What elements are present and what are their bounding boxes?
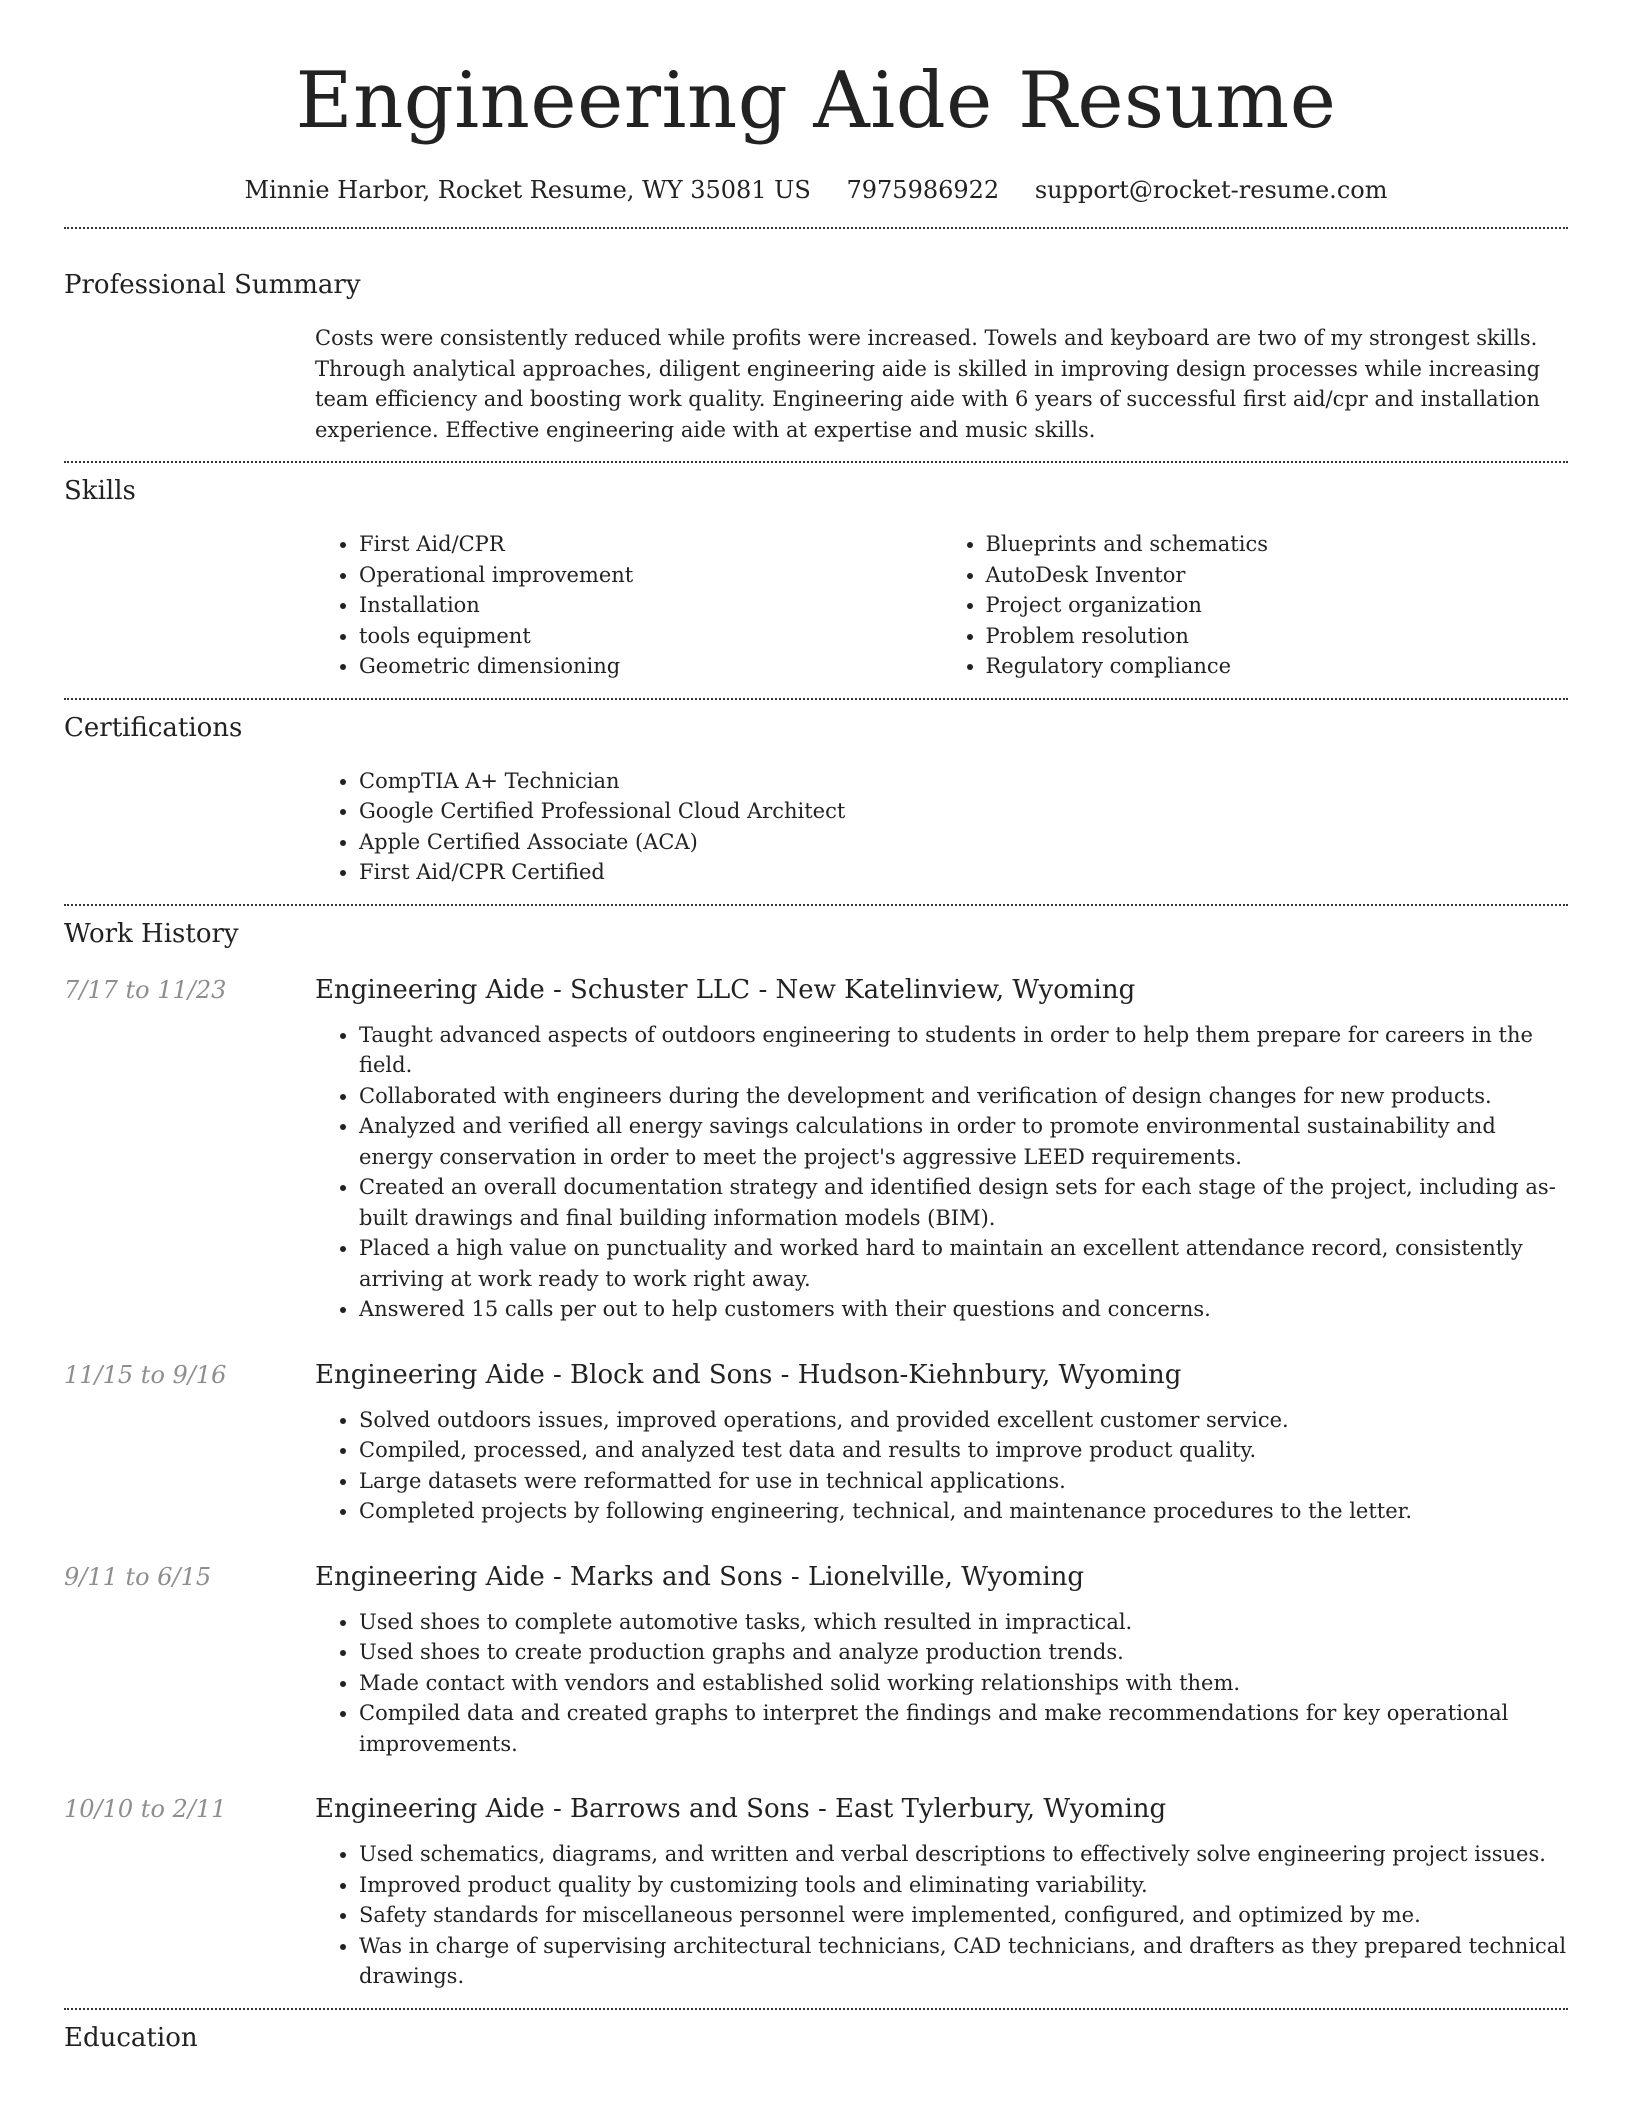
list-item: • Was in charge of supervising architectural technicians, CAD technicians, and drafters as they prepared technical drawings. xyxy=(359,1931,1568,1992)
list-item: • First Aid/CPR xyxy=(359,529,942,560)
list-item: • AutoDesk Inventor xyxy=(986,560,1569,591)
contact-address: Minnie Harbor, Rocket Resume, WY 35081 US xyxy=(244,176,811,204)
list-item: • Project organization xyxy=(986,590,1569,621)
list-item: • Placed a high value on punctuality and worked hard to maintain an excellent attendance record, consistently arriving at work ready to work right away. xyxy=(359,1233,1568,1294)
list-item: • Geometric dimensioning xyxy=(359,651,942,682)
list-item: • Blueprints and schematics xyxy=(986,529,1569,560)
list-item: • Compiled, processed, and analyzed test data and results to improve product quality. xyxy=(359,1435,1568,1466)
skills-column-left xyxy=(315,529,942,682)
list-item: • tools equipment xyxy=(359,621,942,652)
divider xyxy=(64,904,1568,906)
certifications-items xyxy=(315,766,1568,888)
skills-column-right xyxy=(942,529,1569,682)
list-item: • Google Certified Professional Cloud Architect xyxy=(359,796,1568,827)
job-body xyxy=(315,974,1568,1325)
summary-text: Costs were consistently reduced while profits were increased. Towels and keyboard are two of my strongest skills. Through analytical approaches, diligent engineering aide is skilled in improving design processes while increasing team efficiency and boosting work quality. Engineering aide with 6 years of successful first aid/cpr and installation experience. Effective engineering aide with at expertise and music skills. xyxy=(315,326,1541,442)
job-body xyxy=(315,1561,1568,1760)
list-item: • Completed projects by following engineering, technical, and maintenance procedures to the letter. xyxy=(359,1496,1568,1527)
job-entry xyxy=(64,974,1568,1325)
job-bullets xyxy=(315,1020,1568,1325)
list-item: • Used shoes to create production graphs and analyze production trends. xyxy=(359,1637,1568,1668)
divider xyxy=(64,227,1568,229)
list-item: • Operational improvement xyxy=(359,560,942,591)
list-item: • Regulatory compliance xyxy=(986,651,1569,682)
list-item: • Used schematics, diagrams, and written and verbal descriptions to effectively solve engineering project issues. xyxy=(359,1839,1568,1870)
certifications-list xyxy=(315,766,1568,888)
job-dates: 9/11 to 6/15 xyxy=(64,1562,212,1591)
job-entry xyxy=(64,1359,1568,1527)
job-body xyxy=(315,1359,1568,1527)
job-dates: 10/10 to 2/11 xyxy=(64,1795,227,1823)
contact-phone: 7975986922 xyxy=(846,176,1000,204)
job-dates: 11/15 to 9/16 xyxy=(64,1360,227,1389)
list-item: • Problem resolution xyxy=(986,621,1569,652)
list-item: • Answered 15 calls per out to help customers with their questions and concerns. xyxy=(359,1294,1568,1325)
job-title: Engineering Aide - Schuster LLC - New Katelinview, Wyoming xyxy=(315,974,1136,1005)
job-bullets xyxy=(315,1839,1568,1992)
job-title: Engineering Aide - Barrows and Sons - East Tylerbury, Wyoming xyxy=(315,1794,1167,1824)
skills-heading: Skills xyxy=(64,476,136,506)
job-entry xyxy=(64,1561,1568,1760)
list-item: • Compiled data and created graphs to interpret the findings and make recommendations for key operational improvements. xyxy=(359,1698,1568,1759)
job-bullets xyxy=(315,1607,1568,1760)
education-heading: Education xyxy=(64,2022,198,2053)
list-item: • Created an overall documentation strategy and identified design sets for each stage of the project, including as-built drawings and final building information models (BIM). xyxy=(359,1172,1568,1233)
list-item: • Taught advanced aspects of outdoors engineering to students in order to help them prepare for careers in the field. xyxy=(359,1020,1568,1081)
work-history-heading: Work History xyxy=(64,918,239,949)
job-entry xyxy=(64,1793,1568,1992)
contact-line xyxy=(64,174,1568,206)
job-body xyxy=(315,1793,1568,1992)
contact-email: support@rocket-resume.com xyxy=(1034,176,1388,204)
divider xyxy=(64,2008,1568,2010)
job-dates: 7/17 to 11/23 xyxy=(64,975,227,1004)
list-item: • Collaborated with engineers during the development and verification of design changes for new products. xyxy=(359,1081,1568,1112)
list-item: • Apple Certified Associate (ACA) xyxy=(359,827,1568,858)
job-bullets xyxy=(315,1405,1568,1527)
list-item: • CompTIA A+ Technician xyxy=(359,766,1568,797)
list-item: • Safety standards for miscellaneous personnel were implemented, configured, and optimized by me. xyxy=(359,1900,1568,1931)
divider xyxy=(64,698,1568,700)
list-item: • Used shoes to complete automotive tasks, which resulted in impractical. xyxy=(359,1607,1568,1638)
resume-page xyxy=(64,0,1568,2054)
list-item: • Analyzed and verified all energy savings calculations in order to promote environmental sustainability and energy conservation in order to meet the project's aggressive LEED requirements. xyxy=(359,1111,1568,1172)
list-item: • First Aid/CPR Certified xyxy=(359,857,1568,888)
skills-list xyxy=(315,529,1568,682)
list-item: • Made contact with vendors and established solid working relationships with them. xyxy=(359,1668,1568,1699)
resume-title: Engineering Aide Resume xyxy=(295,56,1337,146)
summary-heading: Professional Summary xyxy=(64,270,361,300)
list-item: • Solved outdoors issues, improved operations, and provided excellent customer service. xyxy=(359,1405,1568,1436)
job-title: Engineering Aide - Block and Sons - Hudson-Kiehnbury, Wyoming xyxy=(315,1359,1182,1390)
divider xyxy=(64,461,1568,463)
list-item: • Large datasets were reformatted for use in technical applications. xyxy=(359,1466,1568,1497)
list-item: • Installation xyxy=(359,590,942,621)
job-title: Engineering Aide - Marks and Sons - Lionelville, Wyoming xyxy=(315,1561,1085,1592)
certifications-heading: Certifications xyxy=(64,712,243,743)
list-item: • Improved product quality by customizing tools and eliminating variability. xyxy=(359,1870,1568,1901)
